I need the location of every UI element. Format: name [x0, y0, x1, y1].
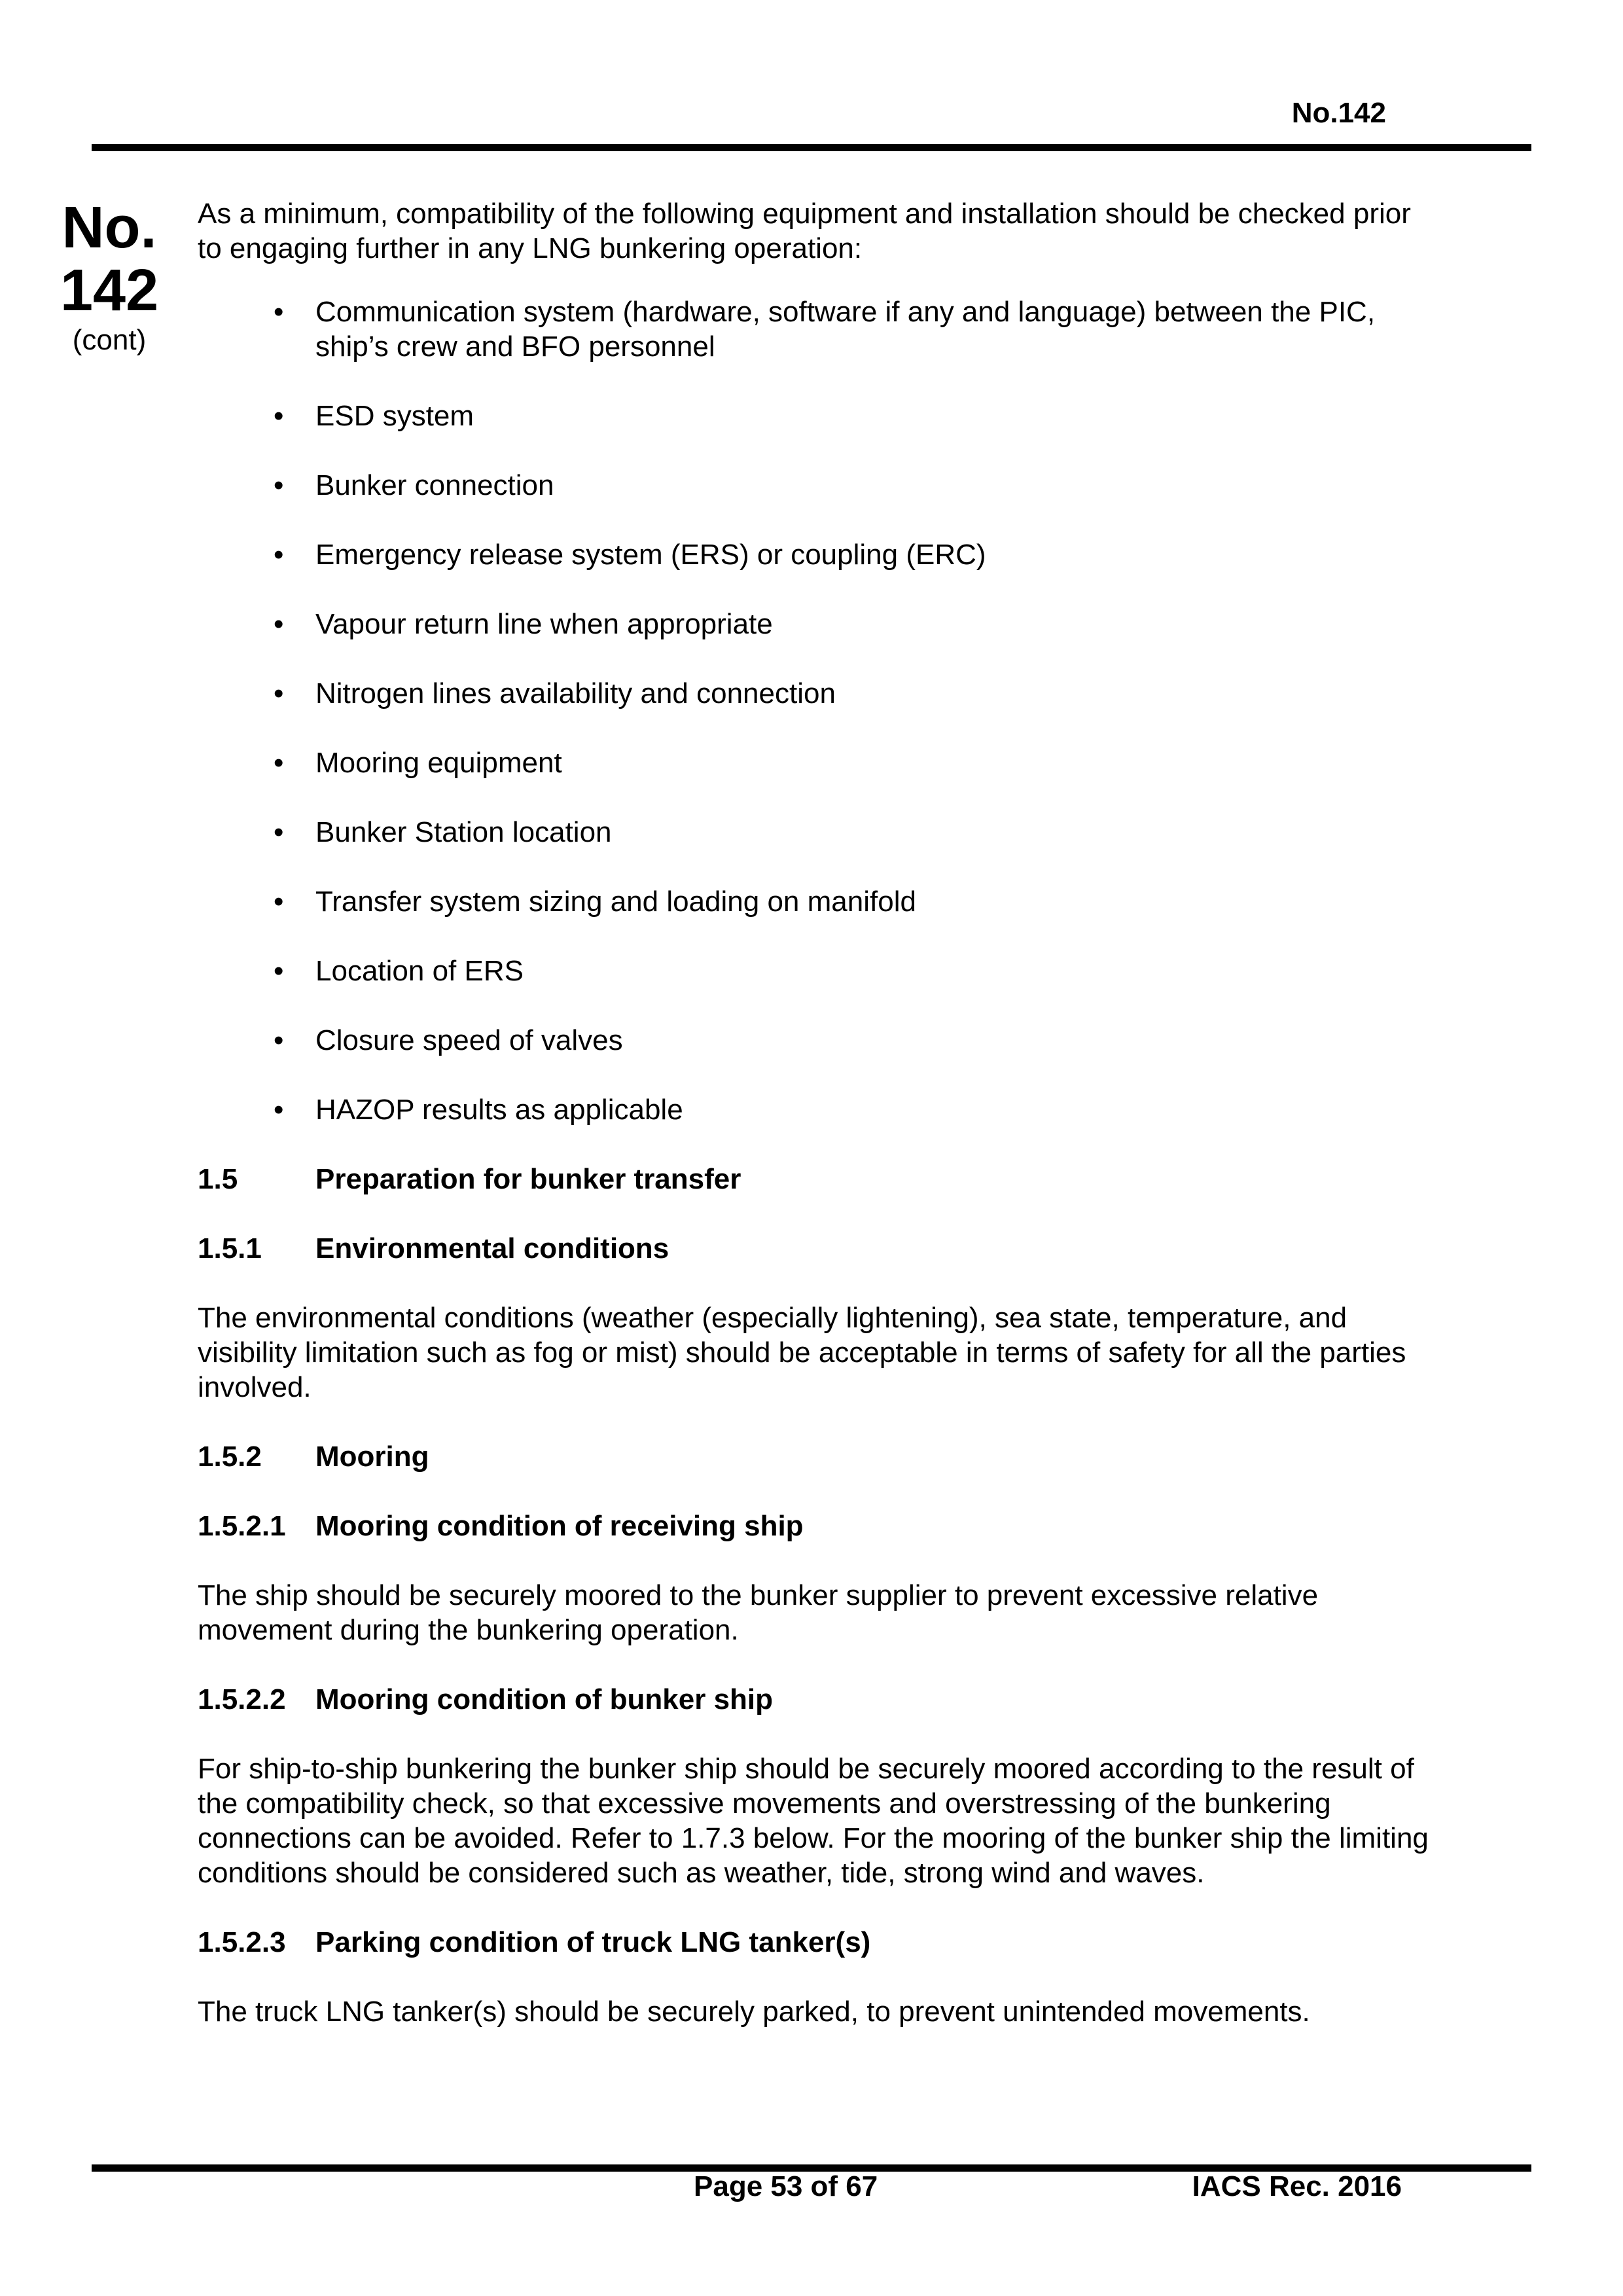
section-number: 1.5.2.3 — [198, 1926, 286, 1958]
section-heading-1-5-2-1 — [198, 1509, 1441, 1543]
list-item-text: Communication system (hardware, software if any and language) between the PIC, ship’s crew and BFO personnel — [315, 296, 1376, 363]
list-item-text: Location of ERS — [315, 955, 524, 987]
side-label — [60, 196, 158, 359]
list-item-text: ESD system — [315, 400, 474, 432]
section-title: Parking condition of truck LNG tanker(s) — [315, 1926, 871, 1958]
section-title: Mooring — [315, 1441, 429, 1473]
header-rule — [92, 144, 1531, 151]
footer-page-number: Page 53 of 67 — [694, 2170, 878, 2202]
bullet-marker: • — [274, 816, 284, 848]
bullet-marker: • — [274, 296, 284, 328]
section-body-1-5-2-2: For ship-to-ship bunkering the bunker ship should be securely moored according to the result of the compatibility check, so that excessive movements and overstressing of the bunkering connections can be avoided. Refer to 1.7.3 below. For the mooring of the bunker ship the limiting conditions should be considered such as weather, tide, strong wind and waves. — [198, 1753, 1429, 1889]
list-item — [198, 468, 1441, 503]
list-item — [198, 295, 1441, 364]
section-title: Environmental conditions — [315, 1232, 669, 1265]
section-body-1-5-2-3: The truck LNG tanker(s) should be securely parked, to prevent unintended movements. — [198, 1996, 1310, 2028]
list-item — [198, 676, 1441, 711]
bullet-marker: • — [274, 400, 284, 432]
bullet-marker: • — [274, 955, 284, 987]
section-body-1-5-1: The environmental conditions (weather (especially lightening), sea state, temperature, and visibility limitation such as fog or mist) should be acceptable in terms of safety for all the parties involved. — [198, 1302, 1406, 1403]
section-heading-1-5-1 — [198, 1231, 1441, 1266]
list-item — [198, 884, 1441, 919]
section-body-1-5-2-1: The ship should be securely moored to the bunker supplier to prevent excessive relative movement during the bunkering operation. — [198, 1579, 1319, 1646]
list-item — [198, 1023, 1441, 1058]
list-item-text: Mooring equipment — [315, 747, 562, 779]
list-item-text: HAZOP results as applicable — [315, 1094, 683, 1126]
section-number: 1.5 — [198, 1163, 238, 1195]
list-item — [198, 537, 1441, 572]
list-item — [198, 399, 1441, 433]
header-document-number: No.142 — [1291, 97, 1386, 129]
section-number: 1.5.2 — [198, 1441, 262, 1473]
side-label-number: 142 — [60, 258, 159, 323]
bullet-marker: • — [274, 1094, 284, 1126]
bullet-marker: • — [274, 608, 284, 640]
bullet-marker: • — [274, 469, 284, 501]
list-item — [198, 607, 1441, 641]
section-title: Preparation for bunker transfer — [315, 1163, 741, 1195]
bullet-marker: • — [274, 539, 284, 571]
bullet-marker: • — [274, 1024, 284, 1056]
section-title: Mooring condition of receiving ship — [315, 1510, 804, 1542]
section-heading-1-5 — [198, 1162, 1441, 1196]
list-item-text: Nitrogen lines availability and connection — [315, 677, 836, 709]
bullet-marker: • — [274, 886, 284, 918]
compatibility-checklist — [198, 295, 1441, 1127]
side-label-no: No. — [62, 195, 157, 260]
list-item-text: Vapour return line when appropriate — [315, 608, 773, 640]
section-number: 1.5.2.1 — [198, 1510, 286, 1542]
main-content — [198, 196, 1441, 2064]
section-number: 1.5.1 — [198, 1232, 262, 1265]
footer-document-reference: IACS Rec. 2016 — [1192, 2170, 1402, 2202]
list-item-text: Emergency release system (ERS) or coupling (ERC) — [315, 539, 986, 571]
section-number: 1.5.2.2 — [198, 1683, 286, 1715]
bullet-marker: • — [274, 747, 284, 779]
section-heading-1-5-2 — [198, 1439, 1441, 1474]
list-item — [198, 954, 1441, 988]
list-item-text: Bunker Station location — [315, 816, 612, 848]
section-title: Mooring condition of bunker ship — [315, 1683, 774, 1715]
list-item — [198, 815, 1441, 850]
list-item-text: Transfer system sizing and loading on manifold — [315, 886, 916, 918]
intro-paragraph: As a minimum, compatibility of the following equipment and installation should be checked prior to engaging further in any LNG bunkering operation: — [198, 198, 1411, 264]
side-label-cont: (cont) — [72, 324, 147, 356]
list-item — [198, 745, 1441, 780]
list-item-text: Bunker connection — [315, 469, 554, 501]
bullet-marker: • — [274, 677, 284, 709]
list-item — [198, 1092, 1441, 1127]
list-item-text: Closure speed of valves — [315, 1024, 623, 1056]
section-heading-1-5-2-2 — [198, 1682, 1441, 1717]
section-heading-1-5-2-3 — [198, 1925, 1441, 1960]
